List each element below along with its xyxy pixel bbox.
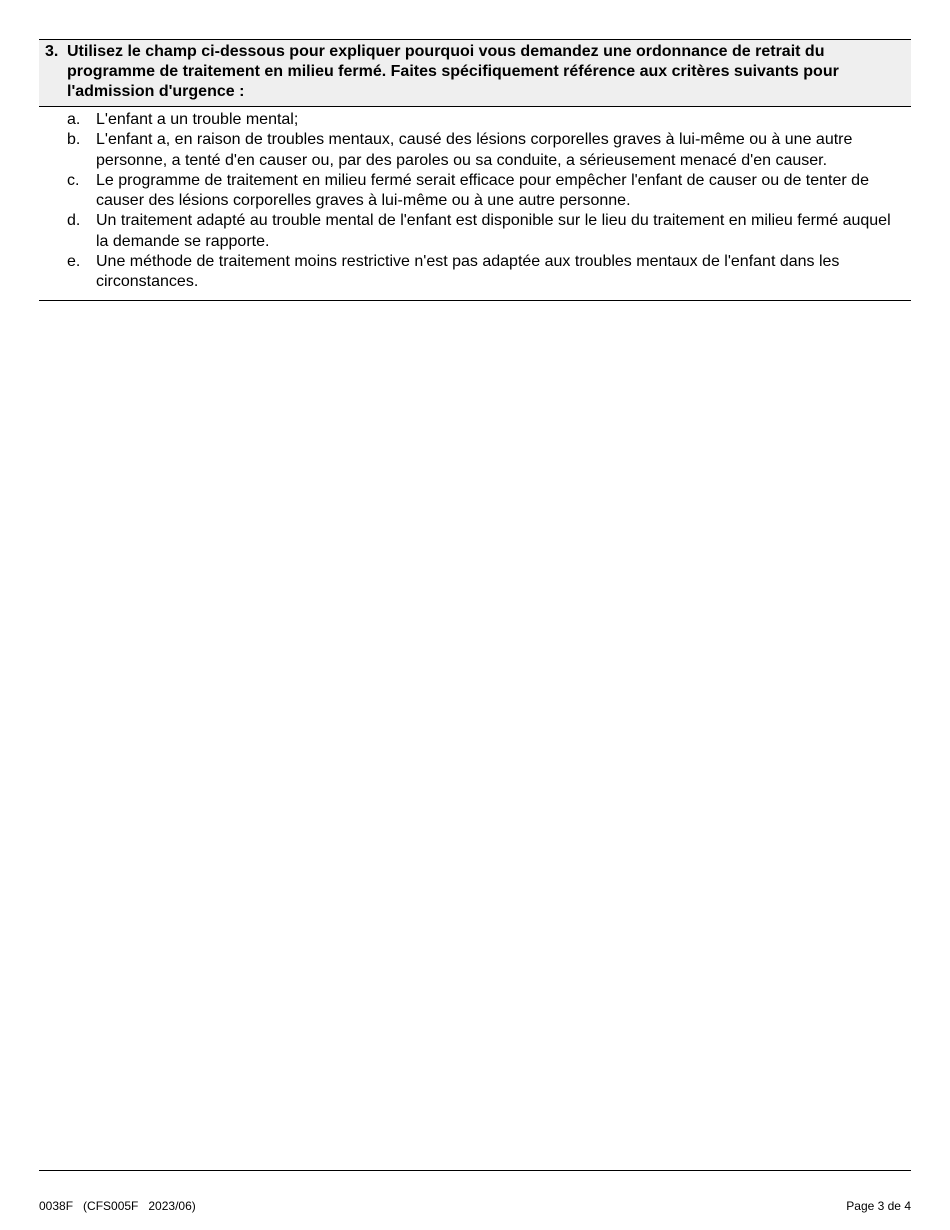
criteria-text: L'enfant a, en raison de troubles mentaux, causé des lésions corporelles graves à lui-même ou à une autre personne, a tenté d'en causer ou, par des paroles ou sa conduite, a sérieusement menacé d'en causer. xyxy=(96,131,853,169)
criteria-item-a xyxy=(67,110,905,130)
footer-divider xyxy=(39,1170,911,1171)
section-title: Utilisez le champ ci-dessous pour expliquer pourquoi vous demandez une ordonnance de retrait du programme de traitement en milieu fermé. Faites spécifiquement référence aux critères suivants pour l'admission d'urgence : xyxy=(67,43,839,100)
criteria-text: L'enfant a un trouble mental; xyxy=(96,111,299,128)
criteria-letter: a. xyxy=(67,111,81,128)
criteria-text: Un traitement adapté au trouble mental de l'enfant est disponible sur le lieu du traitement en milieu fermé auquel la demande se rapporte. xyxy=(96,212,891,250)
explanation-response-field[interactable] xyxy=(39,300,911,1166)
section-header xyxy=(39,40,911,107)
section-3 xyxy=(39,39,911,301)
criteria-item-e xyxy=(67,252,905,293)
page-number: Page 3 de 4 xyxy=(846,1199,911,1213)
criteria-text: Une méthode de traitement moins restrictive n'est pas adaptée aux troubles mentaux de l'enfant dans les circonstances. xyxy=(96,253,840,291)
form-identifier: 0038F (CFS005F 2023/06) xyxy=(39,1199,196,1213)
criteria-letter: d. xyxy=(67,212,81,230)
criteria-letter: e. xyxy=(67,253,81,271)
criteria-item-d xyxy=(67,211,905,252)
section-number: 3. xyxy=(45,43,59,60)
criteria-item-c xyxy=(67,171,905,212)
criteria-list xyxy=(39,107,911,300)
criteria-letter: b. xyxy=(67,131,81,149)
criteria-letter: c. xyxy=(67,171,80,189)
criteria-item-b xyxy=(67,130,905,171)
criteria-text: Le programme de traitement en milieu fermé serait efficace pour empêcher l'enfant de causer ou de tenter de causer des lésions corporelles graves à lui-même ou à une autre personne. xyxy=(96,171,869,210)
